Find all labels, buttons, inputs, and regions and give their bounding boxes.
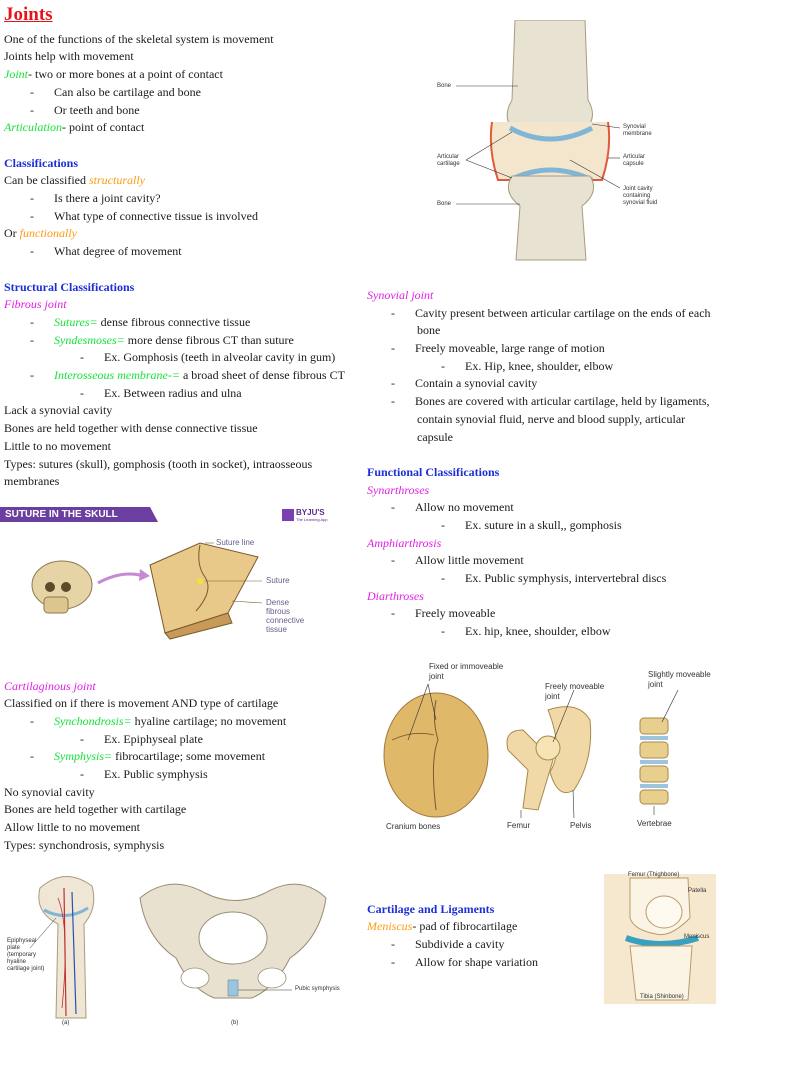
bullet: - What degree of movement bbox=[30, 244, 182, 258]
fibrous-line: Types: sutures (skull), gomphosis (tooth in socket), intraosseous bbox=[4, 457, 313, 471]
sub-bullet: - Ex. suture in a skull,, gomphosis bbox=[441, 518, 622, 532]
sub-bullet: - Ex. Public symphysis, intervertebral discs bbox=[441, 571, 667, 585]
bullet: - What type of connective tissue is involved bbox=[30, 209, 258, 223]
bullet: - Contain a synovial cavity bbox=[391, 376, 538, 390]
label-suture: Suture bbox=[266, 576, 290, 585]
knee-figure: Femur (Thighbone) Patella Meniscus Tibia (Shinbone) bbox=[600, 868, 720, 1008]
tibia-bone-icon bbox=[630, 946, 692, 1000]
classification-or: Or functionally bbox=[4, 226, 77, 240]
synovial-heading: Synovial joint bbox=[367, 288, 434, 302]
fibrous-line: membranes bbox=[4, 474, 60, 488]
synovial-joint-figure: Bone Bone Articular cartilage Synovial membrane Articular capsule Joint cavity containing synovial fluid bbox=[430, 20, 670, 265]
bullet: - Sutures= dense fibrous connective tissue bbox=[30, 315, 251, 329]
label-femur: Femur bbox=[507, 821, 531, 830]
sub-bullet: - Ex. Public symphysis bbox=[80, 767, 208, 781]
bullet-continued: contain synovial fluid, nerve and blood supply, articular bbox=[417, 412, 686, 426]
long-bone-icon bbox=[39, 876, 94, 1018]
sub-bullet: - Ex. Gomphosis (teeth in alveolar cavity in gum) bbox=[80, 350, 336, 364]
label-pubic-symphysis: Pubic symphysis bbox=[295, 986, 340, 992]
cart-line: Allow little to no movement bbox=[4, 820, 140, 834]
joint-definition: Joint- two or more bones at a point of contact bbox=[4, 67, 223, 81]
cart-line: No synovial cavity bbox=[4, 785, 95, 799]
label-cranium: Cranium bones bbox=[386, 822, 441, 831]
bullet: - Subdivide a cavity bbox=[391, 937, 505, 951]
bullet: - Freely moveable bbox=[391, 606, 496, 620]
bullet: - Allow no movement bbox=[391, 500, 514, 514]
fibrous-line: Bones are held together with dense connective tissue bbox=[4, 421, 258, 435]
diarthroses-heading: Diarthroses bbox=[367, 589, 424, 603]
functional-heading: Functional Classifications bbox=[367, 465, 500, 479]
lower-bone-icon bbox=[508, 176, 593, 260]
label-pelvis: Pelvis bbox=[570, 821, 592, 830]
label-vertebrae: Vertebrae bbox=[637, 819, 672, 828]
bullet: - Synchondrosis= hyaline cartilage; no movement bbox=[30, 714, 287, 728]
suture-figure: SUTURE IN THE SKULL BYJU'S The Learning App Suture line Suture Dense fibrous connective tissue bbox=[0, 505, 340, 645]
cartilage-ligaments-heading: Cartilage and Ligaments bbox=[367, 902, 495, 916]
bullet-continued: bone bbox=[417, 323, 441, 337]
cart-line: Classified on if there is movement AND type of cartilage bbox=[4, 696, 279, 710]
vertebrae-icon bbox=[640, 718, 668, 804]
synarthroses-heading: Synarthroses bbox=[367, 483, 430, 497]
cartilage-figure: Epiphyseal plate (temporary hyaline cartilage joint) Pubic symphysis (a) (b) bbox=[0, 868, 350, 1033]
sub-bullet: - Ex. hip, knee, shoulder, elbow bbox=[441, 624, 611, 638]
banner-title: SUTURE IN THE SKULL bbox=[5, 509, 118, 520]
sub-bullet: - Ex. Between radius and ulna bbox=[80, 386, 242, 400]
patella-icon bbox=[646, 896, 682, 928]
amphiarthrosis-heading: Amphiarthrosis bbox=[367, 536, 442, 550]
label-suture-line: Suture line bbox=[216, 538, 255, 547]
fibrous-joint-heading: Fibrous joint bbox=[4, 297, 67, 311]
bullet: - Allow little movement bbox=[391, 553, 524, 567]
bullet: - Symphysis= fibrocartilage; some movement bbox=[30, 749, 266, 763]
classifications-heading: Classifications bbox=[4, 156, 79, 170]
bullet: - Interosseous membrane-= a broad sheet of dense fibrous CT bbox=[30, 368, 345, 382]
bullet: - Allow for shape variation bbox=[391, 955, 538, 969]
bone-illustration bbox=[0, 868, 350, 1033]
byjus-logo-icon bbox=[282, 509, 294, 521]
fibrous-line: Little to no movement bbox=[4, 439, 111, 453]
meniscus-definition: Meniscus- pad of fibrocartilage bbox=[367, 919, 518, 933]
sub-bullet: - Ex. Epiphyseal plate bbox=[80, 732, 203, 746]
cart-line: Bones are held together with cartilage bbox=[4, 802, 187, 816]
intro-line-2: Joints help with movement bbox=[4, 49, 134, 63]
intro-line-1: One of the functions of the skeletal system is movement bbox=[4, 32, 274, 46]
bullet: - Syndesmoses= more dense fibrous CT than suture bbox=[30, 333, 294, 347]
sub-bullet: - Ex. Hip, knee, shoulder, elbow bbox=[441, 359, 614, 373]
bullet: - Bones are covered with articular cartilage, held by ligaments, bbox=[391, 394, 710, 408]
bullet: - Can also be cartilage and bone bbox=[30, 85, 201, 99]
classification-line: Can be classified structurally bbox=[4, 173, 145, 187]
fibrous-line: Lack a synovial cavity bbox=[4, 403, 113, 417]
bullet: - Is there a joint cavity? bbox=[30, 191, 161, 205]
bullet: - Freely moveable, large range of motion bbox=[391, 341, 605, 355]
bullet-continued: capsule bbox=[417, 430, 453, 444]
bone-slab bbox=[150, 543, 258, 633]
joint-term: Joint bbox=[4, 67, 28, 81]
upper-bone-icon bbox=[507, 20, 592, 134]
structural-heading: Structural Classifications bbox=[4, 280, 135, 294]
bullet: - Or teeth and bone bbox=[30, 103, 140, 117]
joint-types-figure: Fixed or immoveable joint Freely moveable joint Slightly moveable joint Cranium bones Femur Pelvis Vertebrae bbox=[378, 660, 718, 835]
articulation-definition: Articulation- point of contact bbox=[4, 120, 145, 134]
cartilaginous-heading: Cartilaginous joint bbox=[4, 679, 96, 693]
synovial-joint-illustration bbox=[430, 20, 670, 265]
page-title: Joints bbox=[4, 4, 53, 25]
cranium-icon bbox=[384, 693, 488, 817]
byjus-logo: BYJU'S bbox=[296, 508, 325, 517]
bullet: - Cavity present between articular cartilage on the ends of each bbox=[391, 306, 711, 320]
cart-line: Types: synchondrosis, symphysis bbox=[4, 838, 165, 852]
